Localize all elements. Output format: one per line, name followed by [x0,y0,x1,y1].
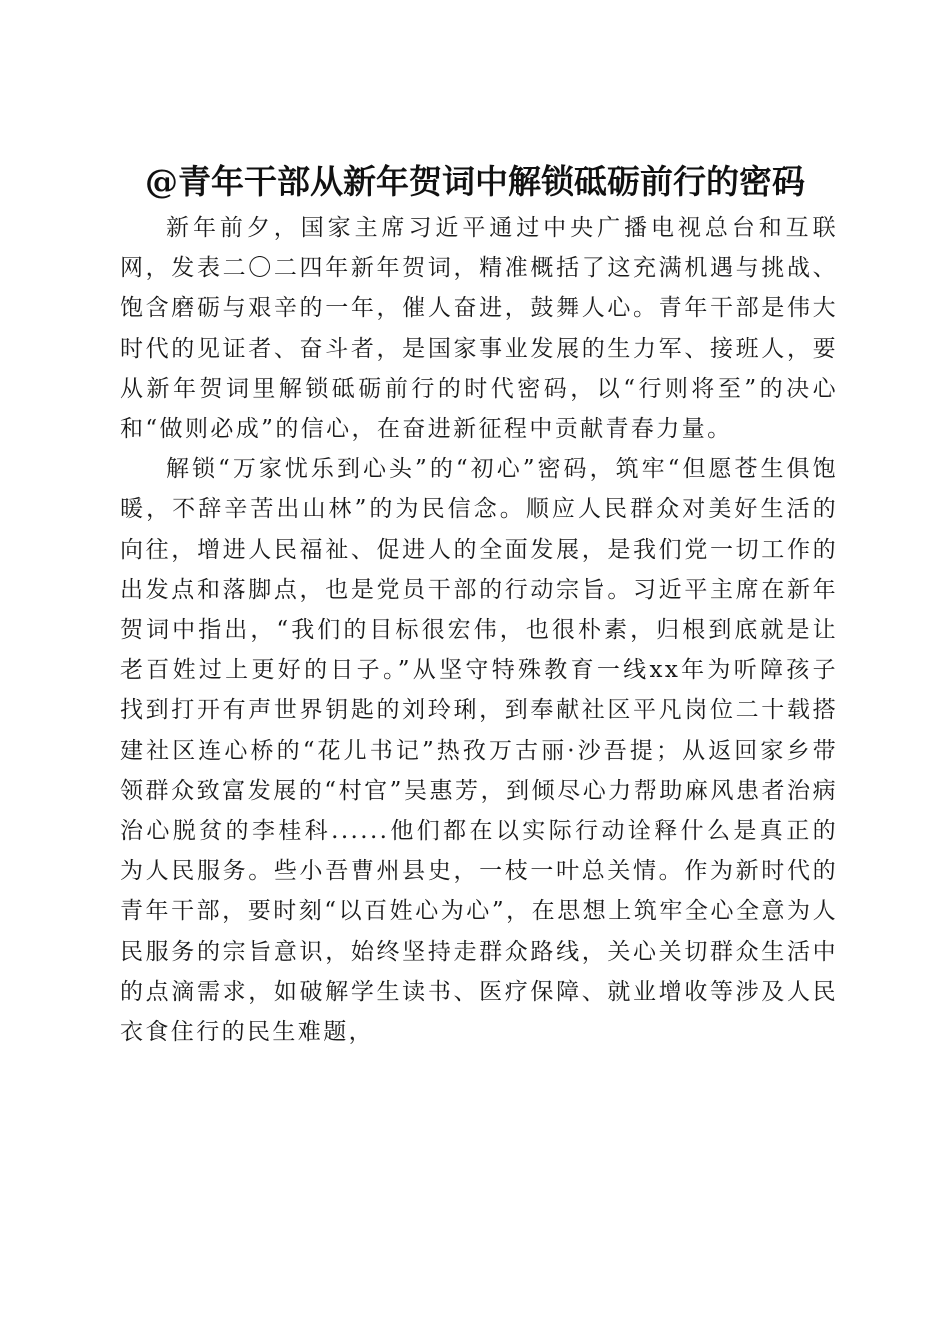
paragraph-intro: 新年前夕，国家主席习近平通过中央广播电视总台和互联网，发表二〇二四年新年贺词，精准概括了这充满机遇与挑战、饱含磨砺与艰辛的一年，催人奋进，鼓舞人心。青年干部是伟大时代的见证者、奋斗者，是国家事业发展的生力军、接班人，要从新年贺词里解锁砥砺前行的时代密码，以“行则将至”的决心和“做则必成”的信心，在奋进新征程中贡献青春力量。 [120,215,838,443]
document-title: @青年干部从新年贺词中解锁砥砺前行的密码 [145,162,805,202]
paragraph-original-aspiration: 解锁“万家忧乐到心头”的“初心”密码，筑牢“但愿苍生俱饱暖，不辞辛苦出山林”的为民信念。顺应人民群众对美好生活的向往，增进人民福祉、促进人的全面发展，是我们党一切工作的出发点和落脚点，也是党员干部的行动宗旨。习近平主席在新年贺词中指出，“我们的目标很宏伟，也很朴素，归根到底就是让老百姓过上更好的日子。”从坚守特殊教育一线xx年为听障孩子找到打开有声世界钥匙的刘玲琍，到奉献社区平凡岗位二十载搭建社区连心桥的“花儿书记”热孜万古丽·沙吾提；从返回家乡带领群众致富发展的“村官”吴惠芳，到倾尽心力帮助麻风患者治病治心脱贫的李桂科......他们都在以实际行动诠释什么是真正的为人民服务。些小吾曹州县史，一枝一叶总关情。作为新时代的青年干部，要时刻“以百姓心为心”，在思想上筑牢全心全意为人民服务的宗旨意识，始终坚持走群众路线，关心关切群众生活中的点滴需求，如破解学生读书、医疗保障、就业增收等涉及人民衣食住行的民生难题， [120,456,838,1046]
document-body [120,208,838,1052]
